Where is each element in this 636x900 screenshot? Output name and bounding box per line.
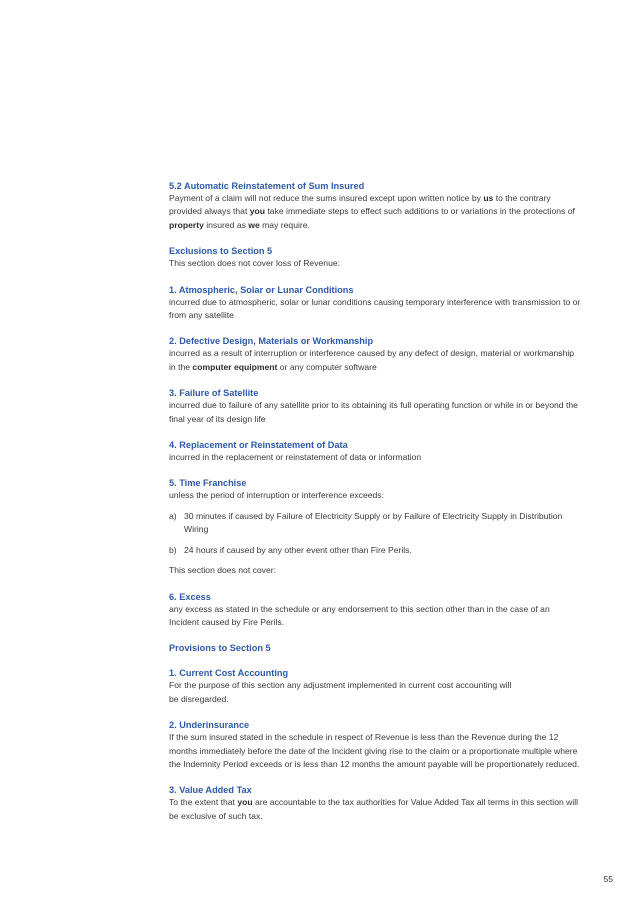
provision-1-heading: 1. Current Cost Accounting [169, 668, 289, 679]
page-number: 55 [603, 874, 613, 884]
exclusion-6-heading: 6. Excess [169, 591, 211, 602]
exclusion-2-text: incurred as a result of interruption or interference caused by any defect of design, material or workmanship in the computer equipment or any computer software [169, 348, 575, 372]
exclusion-3-heading: 3. Failure of Satellite [169, 388, 259, 399]
exclusion-5-item-b [169, 544, 581, 557]
exclusion-5-after: This section does not cover: [169, 565, 276, 576]
exclusion-4-text: incurred in the replacement or reinstatement of data or information [169, 452, 422, 463]
exclusion-4-heading: 4. Replacement or Reinstatement of Data [169, 440, 348, 451]
exclusions-intro: This section does not cover loss of Revenue: [169, 258, 341, 269]
provision-2-heading: 2. Underinsurance [169, 720, 250, 731]
exclusion-5-text: unless the period of interruption or interference exceeds: [169, 490, 384, 501]
exclusion-2-heading: 2. Defective Design, Materials or Workmanship [169, 336, 374, 347]
provision-3-heading: 3. Value Added Tax [169, 785, 252, 796]
exclusion-3-text: incurred due to failure of any satellite prior to its obtaining its full operating function or while in or beyond the final year of its design life [169, 400, 578, 424]
provisions-heading: Provisions to Section 5 [169, 643, 271, 654]
exclusion-5-item-a [169, 510, 581, 537]
exclusion-5-heading: 5. Time Franchise [169, 478, 247, 489]
provision-2-text: If the sum insured stated in the schedule in respect of Revenue is less than the Revenue during the 12 months immediately before the date of the Incident giving rise to the claim or a proportionate multiple where the Indemnity Period exceeds or is less than 12 months the amount payable will be proportionately reduced. [169, 732, 580, 769]
provision-3-text: To the extent that you are accountable to the tax authorities for Value Added Tax all terms in this section will be exclusive of such tax. [169, 797, 579, 821]
item-b-label: b) [169, 544, 177, 555]
provision-1-text-line2: be disregarded. [169, 693, 229, 704]
provision-1-text-line1: For the purpose of this section any adjustment implemented in current cost accounting will [169, 680, 512, 691]
section-5-2-text: Payment of a claim will not reduce the sums insured except upon written notice by us to the contrary provided always that you take immediate steps to effect such additions to or variations in the protections of property insured as we may require. [169, 193, 575, 230]
item-a-text: 30 minutes if caused by Failure of Electricity Supply or by Failure of Electricity Supply in Distribution Wiring [184, 510, 563, 535]
item-a-label: a) [169, 510, 177, 521]
item-b-text: 24 hours if caused by any other event other than Fire Perils. [184, 544, 412, 555]
exclusions-heading: Exclusions to Section 5 [169, 246, 273, 257]
exclusion-6-text: any excess as stated in the schedule or any endorsement to this section other than in the case of an Incident caused by Fire Perils. [169, 603, 550, 627]
exclusion-1-heading: 1. Atmospheric, Solar or Lunar Conditions [169, 284, 354, 295]
document-body [169, 180, 581, 823]
exclusion-1-text: incurred due to atmospheric, solar or lunar conditions causing temporary interference with transmission to or from any satellite [169, 296, 581, 321]
section-5-2-heading: 5.2 Automatic Reinstatement of Sum Insured [169, 181, 365, 191]
